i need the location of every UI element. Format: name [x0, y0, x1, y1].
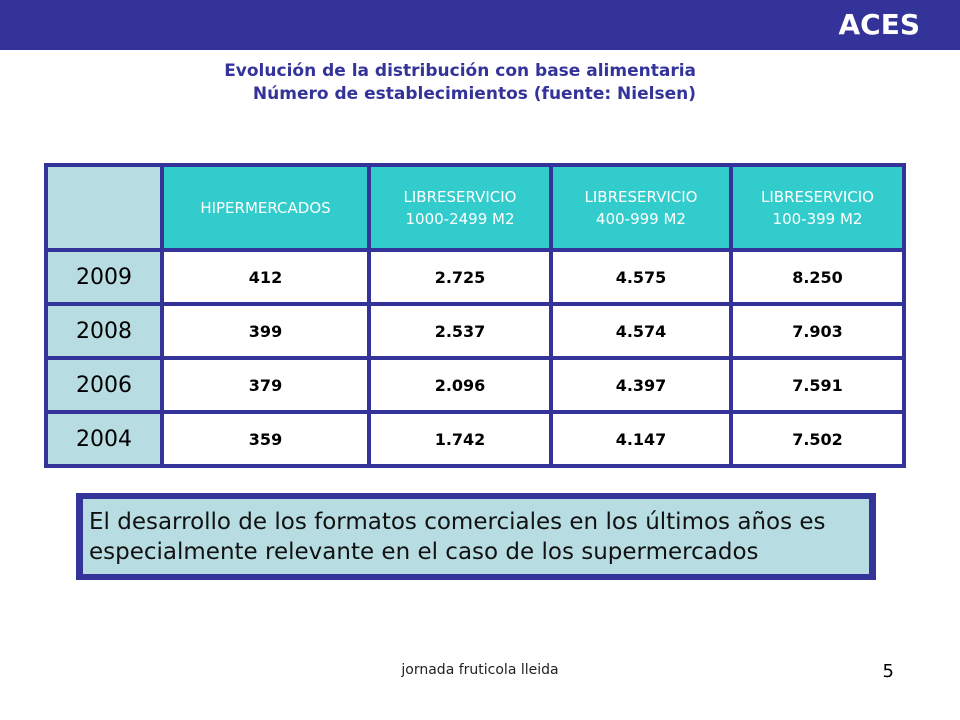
table-cell: 379	[164, 360, 367, 410]
slide-title	[224, 60, 696, 106]
table-cell: 2.096	[371, 360, 549, 410]
table-cell: 7.903	[733, 306, 902, 356]
table-cell: 359	[164, 414, 367, 464]
data-table	[44, 163, 906, 468]
table-cell: 7.502	[733, 414, 902, 464]
row-year: 2009	[48, 252, 160, 302]
column-header: LIBRESERVICIO 100-399 M2	[733, 167, 902, 248]
page-number: 5	[882, 661, 894, 682]
column-header: LIBRESERVICIO 400-999 M2	[553, 167, 729, 248]
footer-text: jornada fruticola lleida	[401, 662, 559, 678]
table-cell: 412	[164, 252, 367, 302]
note-text: El desarrollo de los formatos comerciales en los últimos años es especialmente relevante en el caso de los supermercados	[83, 499, 869, 574]
table-cell: 4.574	[553, 306, 729, 356]
row-year: 2006	[48, 360, 160, 410]
title-line-1: Evolución de la distribución con base alimentaria	[224, 61, 696, 81]
column-header: LIBRESERVICIO 1000-2499 M2	[371, 167, 549, 248]
row-year: 2004	[48, 414, 160, 464]
table-cell: 7.591	[733, 360, 902, 410]
table-cell: 399	[164, 306, 367, 356]
table-cell: 4.147	[553, 414, 729, 464]
note-box	[76, 493, 876, 580]
row-year: 2008	[48, 306, 160, 356]
table-cell: 2.725	[371, 252, 549, 302]
table-cell: 2.537	[371, 306, 549, 356]
table-cell: 1.742	[371, 414, 549, 464]
title-line-2: Número de establecimientos (fuente: Nielsen)	[252, 84, 696, 104]
top-bar	[0, 0, 960, 50]
table-corner-cell	[48, 167, 160, 248]
table-cell: 4.397	[553, 360, 729, 410]
column-header: HIPERMERCADOS	[164, 167, 367, 248]
brand-label: ACES	[838, 8, 920, 41]
table-cell: 8.250	[733, 252, 902, 302]
table-cell: 4.575	[553, 252, 729, 302]
